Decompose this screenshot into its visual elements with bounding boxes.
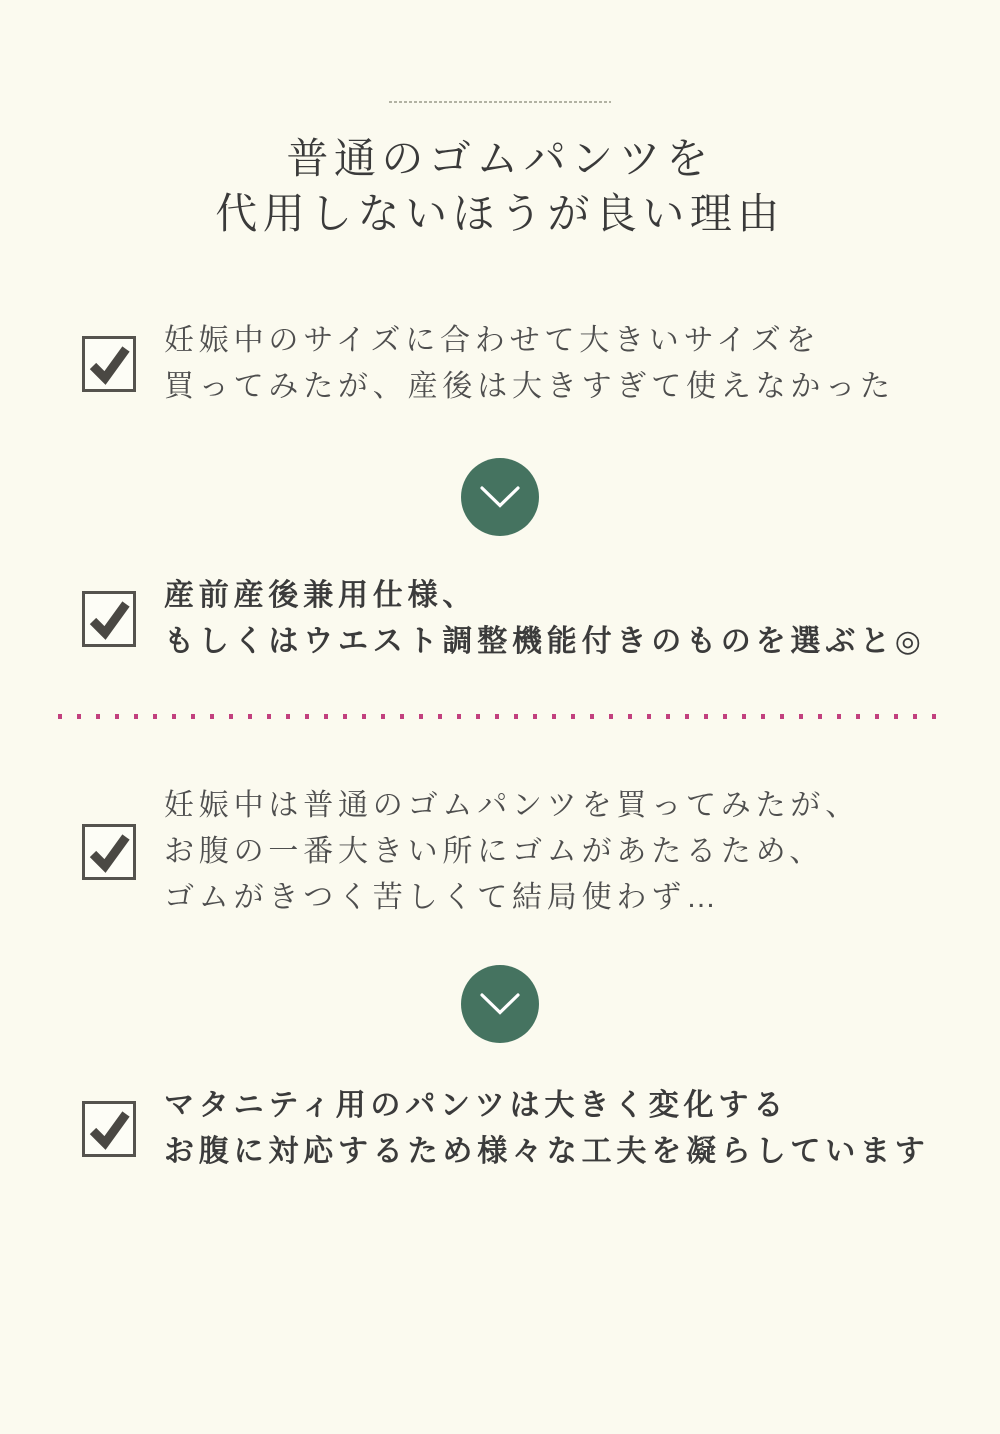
checklist-item-text	[164, 1083, 930, 1175]
item-text-line: 買ってみたが、産後は大きすぎて使えなかった	[164, 370, 895, 403]
top-dashed-divider	[389, 101, 611, 103]
title-line-1: 普通のゴムパンツを	[286, 134, 714, 183]
item-text-line: ゴムがきつく苦しくて結局使わず…	[164, 881, 721, 914]
item-text-line: マタニティ用のパンツは大きく変化する	[164, 1089, 788, 1122]
checkbox-checked-icon	[82, 336, 136, 392]
item-text-line: 妊娠中のサイズに合わせて大きいサイズを	[164, 324, 821, 357]
page-title	[0, 131, 1000, 241]
item-text-line: もしくはウエスト調整機能付きのものを選ぶと◎	[164, 625, 926, 658]
checklist-item-text	[164, 783, 860, 921]
chevron-down-icon	[461, 458, 539, 536]
chevron-down-icon	[461, 965, 539, 1043]
checklist-item-text	[164, 318, 895, 410]
checklist-item-1	[0, 318, 1000, 410]
checklist-item-text	[164, 573, 926, 665]
checkbox-checked-icon	[82, 824, 136, 880]
pink-dotted-divider	[58, 714, 942, 719]
checklist-item-3	[0, 783, 1000, 921]
item-text-line: お腹の一番大きい所にゴムがあたるため、	[164, 835, 824, 868]
item-text-line: 妊娠中は普通のゴムパンツを買ってみたが、	[164, 789, 860, 822]
item-text-line: お腹に対応するため様々な工夫を凝らしています	[164, 1135, 930, 1168]
title-line-2: 代用しないほうが良い理由	[215, 189, 785, 238]
checklist-item-4	[0, 1083, 1000, 1175]
item-text-line: 産前産後兼用仕様、	[164, 579, 478, 612]
checkbox-checked-icon	[82, 591, 136, 647]
checklist-item-2	[0, 573, 1000, 665]
checkbox-checked-icon	[82, 1101, 136, 1157]
maternity-pants-info-section	[0, 101, 1000, 1434]
